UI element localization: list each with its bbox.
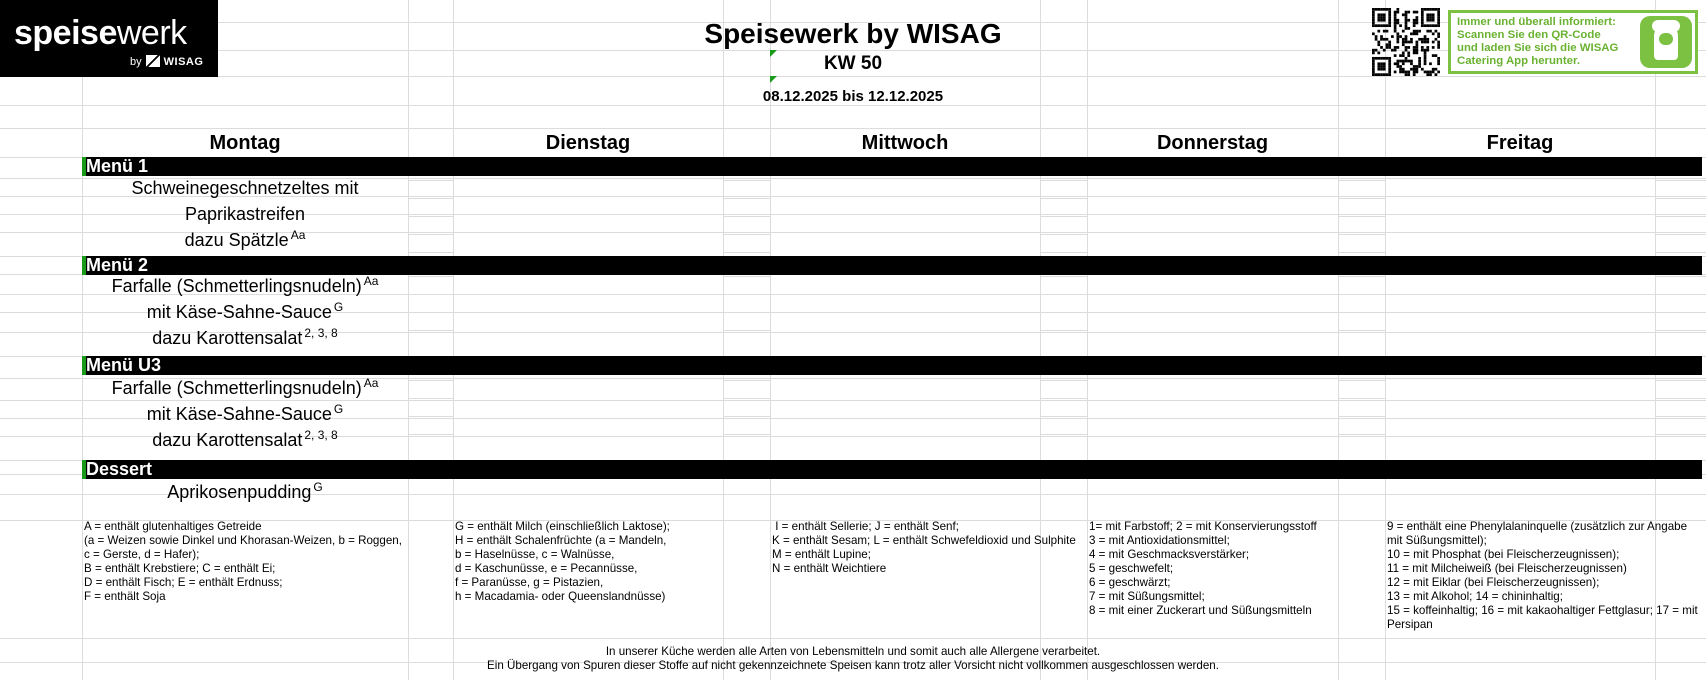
disclaimer-line-1: In unserer Küche werden alle Arten von Lebensmitteln und somit auch alle Allergene verarbeitet. [605,645,1101,658]
legend-column-2: G = enthält Milch (einschließlich Laktose); H = enthält Schalenfrüchte (a = Mandeln, b = Haselnüsse, c = Walnüsse, d = Kaschunüsse, e = Pecannüsse, f = Paranüsse, g = Pistazien, h = Macadamia- oder Queenslandnüsse) [455,520,670,603]
dish-line [82,480,408,505]
dish-line [82,402,408,427]
page-title: Speisewerk by WISAG [704,18,1002,49]
app-banner-line: Immer und überall informiert: [1457,16,1616,28]
logo-by: by [130,56,142,68]
app-banner-line: und laden Sie sich die WISAG [1457,42,1619,54]
date-range: 08.12.2025 bis 12.12.2025 [762,88,944,105]
app-banner-text [1457,16,1618,68]
menu-category-bar [82,157,1702,176]
dish-text: Paprikastreifen [184,204,306,224]
day-header-dienstag: Dienstag [545,132,631,154]
allergen-code: 2, 3, 8 [304,326,338,340]
dish-text: Farfalle (Schmetterlingsnudeln) [111,378,362,398]
menu-category-label: Menü 2 [86,255,149,275]
dish-text: dazu Spätzle [184,230,289,250]
logo-word-light: werk [116,14,187,52]
dish-line [82,326,408,351]
day-header-montag: Montag [209,132,281,154]
app-download-banner [1448,10,1698,74]
day-header-mittwoch: Mittwoch [861,132,949,154]
allergen-code: G [333,402,344,416]
allergen-code: G [313,480,323,494]
comment-marker-icon [770,50,777,57]
chef-app-icon [1640,16,1692,68]
legend-column-4: 1= mit Farbstoff; 2 = mit Konservierungsstoff 3 = mit Antioxidationsmittel; 4 = mit Geschmacksverstärker; 5 = geschwefelt; 6 = geschwärzt; 7 = mit Süßungsmittel; 8 = mit einer Zuckerart und Süßungsmitteln [1089,520,1317,617]
menu-category-label: Menü U3 [86,355,162,375]
allergen-code: Aa [363,274,379,288]
legend-column-1: A = enthält glutenhaltiges Getreide (a = Weizen sowie Dinkel und Khorasan-Weizen, b = Roggen, c = Gerste, d = Hafer); B = enthält Krebstiere; C = enthält Ei; D = enthält Fisch; E = enthält Erdnuss; F = enthält Soja [84,520,402,603]
disclaimer-line-2: Ein Übergang von Spuren dieser Stoffe auf nicht gekennzeichnete Speisen kann trotz aller Vorsicht nicht vollkommen ausgeschlossen werden. [487,659,1219,672]
allergen-disclaimer [0,645,1706,673]
allergen-code: Aa [290,228,306,242]
day-header-donnerstag: Donnerstag [1156,132,1269,154]
day-header-freitag: Freitag [1486,132,1554,154]
dish-text: Farfalle (Schmetterlingsnudeln) [111,276,362,296]
menu-category-bar [82,356,1702,375]
comment-marker-icon [770,76,777,83]
allergen-code: 2, 3, 8 [304,428,338,442]
dish-text: mit Käse-Sahne-Sauce [146,404,332,424]
dish-line [82,176,408,201]
dish-text: Schweinegeschnetzeltes mit [131,178,359,198]
qr-code-icon [1370,8,1442,76]
dish-line [82,202,408,227]
calendar-week: KW 50 [823,53,883,74]
dish-line [82,274,408,299]
logo-word-bold: speise [14,14,117,52]
allergen-code: Aa [363,376,379,390]
menu-category-label: Dessert [86,459,153,479]
dish-line [82,376,408,401]
legend-column-5: 9 = enthält eine Phenylalaninquelle (zusätzlich zur Angabe mit Süßungsmittel); 10 = mit Phosphat (bei Fleischerzeugnissen); 11 = mit Milcheiweiß (bei Fleischerzeugnissen) 12 = mit Eiklar (bei Fleischerzeugnissen); 13 = mit Alkohol; 14 = chininhaltig; 15 = koffeinhaltig; 16 = mit kakaohaltiger Fettglasur; 17 = mit Persipan [1387,520,1698,631]
dish-text: Aprikosenpudding [167,482,312,502]
dish-text: dazu Karottensalat [152,430,303,450]
dish-text: dazu Karottensalat [152,328,303,348]
allergen-code: G [333,300,344,314]
dish-text: mit Käse-Sahne-Sauce [146,302,332,322]
menu-category-bar [82,256,1702,275]
dish-line [82,300,408,325]
dish-line [82,428,408,453]
logo-brand: WISAG [163,56,204,68]
legend-column-3: I = enthält Sellerie; J = enthält Senf; K = enthält Sesam; L = enthält Schwefeldioxid und Sulphite M = enthält Lupine; N = enthält Weichtiere [772,520,1076,575]
menu-category-bar [82,460,1702,479]
dish-line [82,228,408,253]
app-banner-line: Catering App herunter. [1457,55,1580,67]
menu-category-label: Menü 1 [86,156,149,176]
app-banner-line: Scannen Sie den QR-Code [1457,29,1601,41]
